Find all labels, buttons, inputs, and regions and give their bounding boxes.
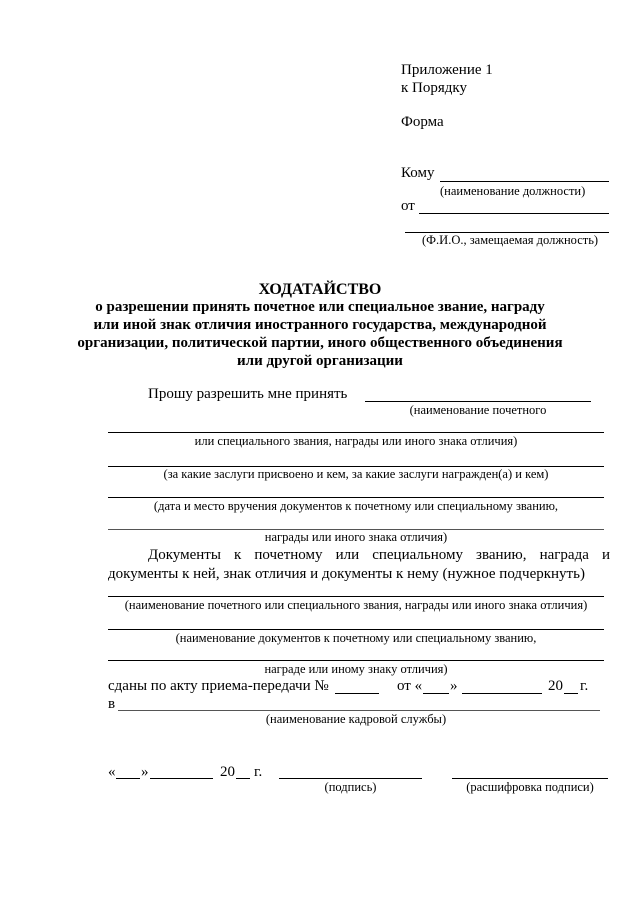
act-year-line[interactable] xyxy=(564,693,578,694)
hint-award-name-2: или специального звания, награды или иного знака отличия) xyxy=(194,434,518,448)
to-field-line[interactable] xyxy=(440,181,609,182)
signature-decode-line[interactable] xyxy=(452,778,608,779)
hint-hr-service: (наименование кадровой службы) xyxy=(265,712,447,726)
to-hint: (наименование должности) xyxy=(440,184,586,198)
docs-name-line-2[interactable] xyxy=(108,660,604,661)
award-full-name-line[interactable] xyxy=(108,596,604,597)
hint-date-2: награды или иного знака отличия) xyxy=(264,530,448,544)
hint-docs-2: награде или иному знаку отличия) xyxy=(264,662,448,676)
sign-year-prefix: 20 xyxy=(220,764,235,780)
to-label: Кому xyxy=(401,165,435,181)
handed-text: сданы по акту приема-передачи № xyxy=(108,678,329,694)
act-day-line[interactable] xyxy=(423,693,449,694)
hint-signature: (подпись) xyxy=(324,780,377,794)
docs-name-line-1[interactable] xyxy=(108,629,604,630)
fio-hint: (Ф.И.О., замещаемая должность) xyxy=(422,233,599,247)
docs-paragraph-line-1: Документы к почетному или специальному званию, награда и xyxy=(148,547,610,563)
act-number-line[interactable] xyxy=(335,693,379,694)
sign-year-suffix: г. xyxy=(254,764,263,780)
hint-signature-decode: (расшифровка подписи) xyxy=(466,780,594,794)
title-line-2: или иной знак отличия иностранного государства, международной xyxy=(93,317,547,333)
document-title: ХОДАТАЙСТВО xyxy=(258,281,382,298)
act-year-suffix: г. xyxy=(580,678,589,694)
hr-to-label: в xyxy=(108,696,116,712)
act-year-prefix: 20 xyxy=(548,678,563,694)
appendix-label: Приложение 1 xyxy=(401,62,493,78)
act-month-line[interactable] xyxy=(462,693,542,694)
from-date-close: » xyxy=(450,678,458,694)
title-line-1: о разрешении принять почетное или специальное звание, награду xyxy=(95,299,545,315)
from-field-line[interactable] xyxy=(419,213,609,214)
docs-paragraph-line-2: документы к ней, знак отличия и документы к нему (нужное подчеркнуть) xyxy=(108,566,585,582)
sign-date-open: « xyxy=(108,764,116,780)
title-line-3: организации, политической партии, иного общественного объединения xyxy=(77,335,563,351)
sign-month-line[interactable] xyxy=(150,778,213,779)
signature-line[interactable] xyxy=(279,778,422,779)
order-label: к Порядку xyxy=(401,80,467,96)
hr-service-line[interactable] xyxy=(118,710,600,711)
sign-day-line[interactable] xyxy=(116,778,140,779)
sign-date-close: » xyxy=(141,764,149,780)
form-label: Форма xyxy=(401,114,444,130)
hint-award-name-1: (наименование почетного xyxy=(409,403,547,417)
award-name-line-2[interactable] xyxy=(108,432,604,433)
date-place-line-1[interactable] xyxy=(108,497,604,498)
sign-year-line[interactable] xyxy=(236,778,250,779)
from-date-open: от « xyxy=(397,678,423,694)
hint-date-1: (дата и место вручения документов к почетному или специальному званию, xyxy=(153,499,559,513)
hint-merits: (за какие заслуги присвоено и кем, за какие заслуги награжден(а) и кем) xyxy=(163,467,549,481)
hint-docs-1: (наименование документов к почетному или специальному званию, xyxy=(175,631,537,645)
title-line-4: или другой организации xyxy=(237,353,403,369)
hint-award-full-name: (наименование почетного или специального звания, награды или иного знака отличия) xyxy=(124,598,588,612)
from-label: от xyxy=(401,198,415,214)
request-text: Прошу разрешить мне принять xyxy=(148,386,348,402)
award-name-line-1[interactable] xyxy=(365,401,591,402)
